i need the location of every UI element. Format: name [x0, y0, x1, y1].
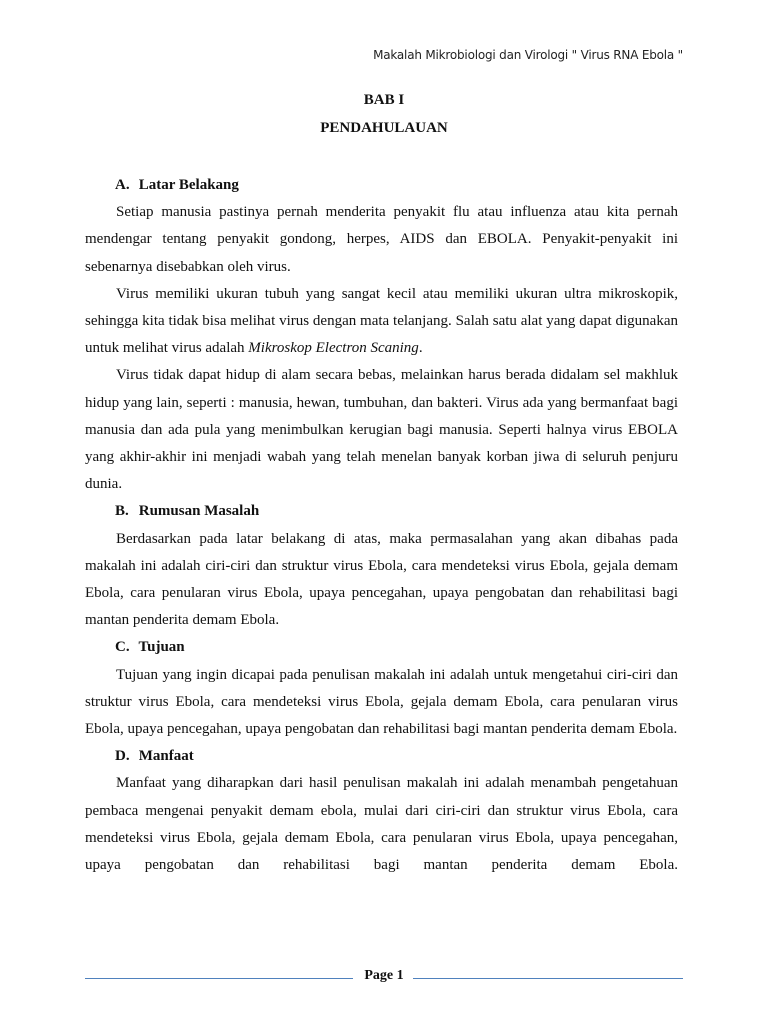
section-heading-latar-belakang — [85, 172, 678, 199]
section-heading-tujuan — [85, 634, 678, 661]
page-number: Page 1 — [364, 968, 404, 983]
section-heading-manfaat — [85, 743, 678, 770]
paragraph-text: Virus memiliki ukuran tubuh yang sangat kecil atau memiliki ukuran ultra mikroskopik, sehingga kita tidak bisa melihat virus dengan mata telanjang. Salah satu alat yang dapat digunakan untuk melihat virus adalah — [85, 285, 678, 357]
section-title: Rumusan Masalah — [138, 503, 260, 520]
section-letter: C. — [115, 639, 130, 656]
page-footer — [85, 968, 683, 990]
section-heading-rumusan-masalah — [85, 498, 678, 525]
paragraph: Berdasarkan pada latar belakang di atas, maka permasalahan yang akan dibahas pada makalah ini adalah ciri-ciri dan struktur virus Ebola, cara mendeteksi virus Ebola, gejala demam Ebola, cara penularan virus Ebola, upaya pencegahan, upaya pengobatan dan rehabilitasi bagi mantan penderita demam Ebola. — [85, 530, 678, 629]
italic-term: Mikroskop Electron Scaning — [248, 340, 419, 357]
footer-rule-right — [413, 978, 683, 979]
section-title: Latar Belakang — [138, 177, 239, 193]
paragraph-text: . — [418, 340, 423, 357]
chapter-title: PENDAHULAUAN — [320, 120, 448, 136]
paragraph: Setiap manusia pastinya pernah menderita penyakit flu atau influenza atau kita pernah mendengar tentang penyakit gondong, herpes, AIDS dan EBOLA. Penyakit-penyakit ini sebenarnya disebabkan oleh virus. — [85, 204, 678, 275]
section-title: Tujuan — [138, 639, 185, 656]
document-body — [85, 172, 678, 879]
running-header: Makalah Mikrobiologi dan Virologi " Virus RNA Ebola " — [373, 48, 683, 62]
paragraph — [85, 281, 678, 363]
section-title: Manfaat — [138, 748, 194, 765]
section-letter: B. — [115, 503, 129, 520]
section-letter: D. — [115, 748, 130, 765]
section-letter: A. — [115, 177, 130, 193]
paragraph: Manfaat yang diharapkan dari hasil penulisan makalah ini adalah menambah pengetahuan pembaca mengenai penyakit demam ebola, mulai dari ciri-ciri dan struktur virus Ebola, cara mendeteksi virus Ebola, gejala demam Ebola, cara penularan virus Ebola, upaya pencegahan, upaya pengobatan dan rehabilitasi bagi mantan penderita demam Ebola. — [85, 775, 678, 874]
chapter-number: BAB I — [363, 92, 405, 108]
paragraph: Virus tidak dapat hidup di alam secara bebas, melainkan harus berada didalam sel makhluk hidup yang lain, seperti : manusia, hewan, tumbuhan, dan bakteri. Virus ada yang bermanfaat bagi manusia dan ada pula yang menimbulkan kerugian bagi manusia. Seperti halnya virus EBOLA yang akhir-akhir ini menjadi wabah yang telah menelan banyak korban jiwa di seluruh penjuru dunia. — [85, 367, 678, 493]
paragraph: Tujuan yang ingin dicapai pada penulisan makalah ini adalah untuk mengetahui ciri-ciri dan struktur virus Ebola, cara mendeteksi virus Ebola, gejala demam Ebola, cara penularan virus Ebola, upaya pencegahan, upaya pengobatan dan rehabilitasi bagi mantan penderita demam Ebola. — [85, 666, 678, 738]
